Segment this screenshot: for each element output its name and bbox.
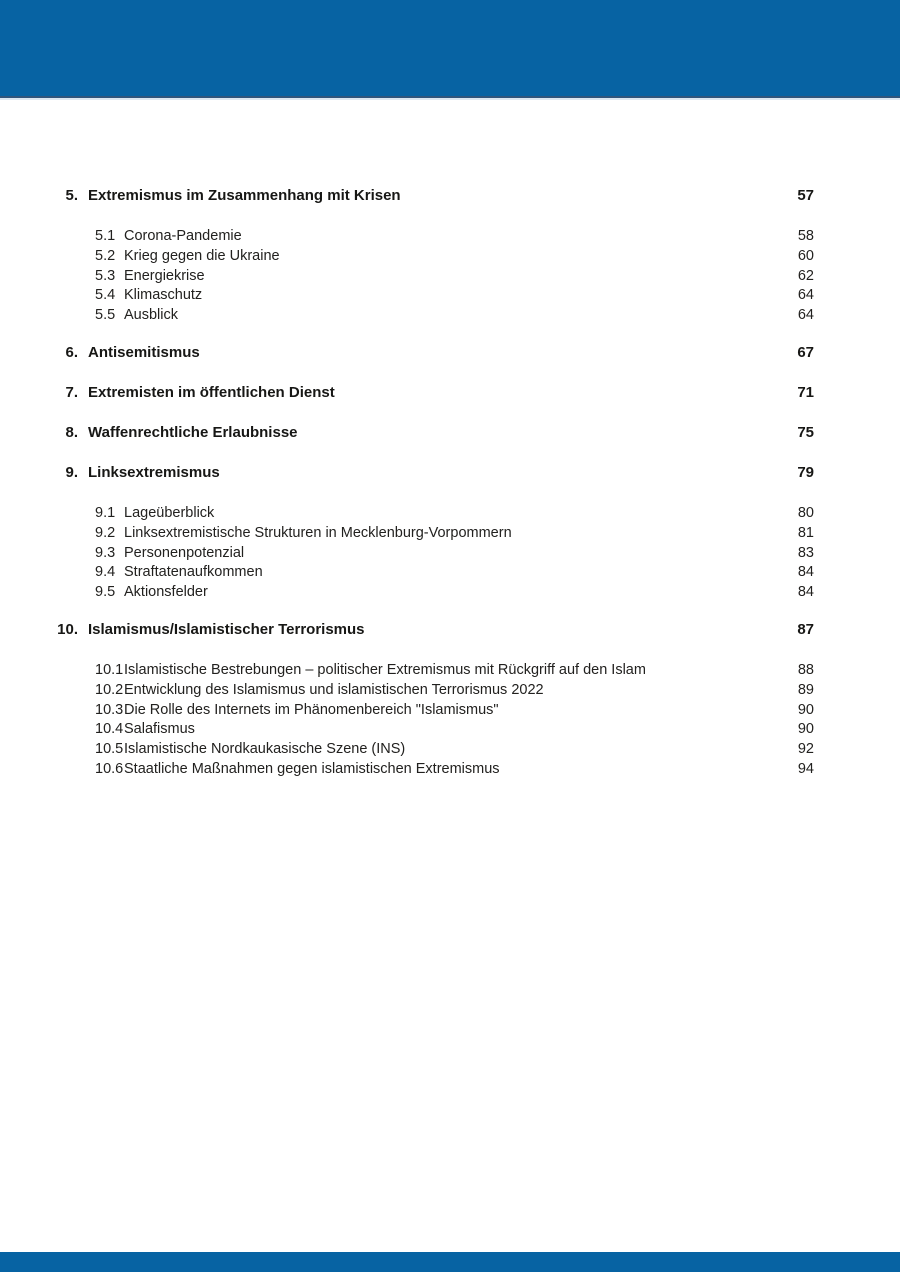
toc-section-number: 7. xyxy=(65,383,78,401)
toc-section-page: 79 xyxy=(797,463,814,481)
toc-subsection-title: Die Rolle des Internets im Phänomenbereich "Islamismus" xyxy=(124,701,499,718)
toc-subsection-title: Personenpotenzial xyxy=(124,544,245,561)
toc-subsection-number: 5.1 xyxy=(95,228,116,244)
toc-subsection-page: 88 xyxy=(797,661,814,678)
toc-subsection-row[interactable] xyxy=(0,504,900,524)
toc-subsection-title: Ausblick xyxy=(124,307,178,324)
toc-subsection-row[interactable] xyxy=(0,701,900,721)
toc-subsection-page: 60 xyxy=(797,247,814,264)
toc-subsection-title: Straftatenaufkommen xyxy=(124,564,263,581)
toc-subsection-row[interactable] xyxy=(0,681,900,701)
toc-subsection-title: Islamistische Bestrebungen – politischer Extremismus mit Rückgriff auf den Islam xyxy=(124,661,646,678)
toc-section-number: 9. xyxy=(65,463,78,481)
toc-subsection-title: Corona-Pandemie xyxy=(124,228,242,244)
toc-section-row[interactable] xyxy=(0,621,900,638)
toc-subsection-title: Krieg gegen die Ukraine xyxy=(124,247,280,264)
toc-subsection-number: 5.3 xyxy=(95,267,116,284)
toc-subsection-page: 81 xyxy=(797,524,814,541)
toc-section-row[interactable] xyxy=(0,187,900,204)
toc-subsection-block xyxy=(0,661,900,780)
toc-subsection-number: 5.4 xyxy=(95,287,116,304)
toc-subsection-page: 58 xyxy=(797,228,814,244)
toc-subsection-page: 92 xyxy=(797,741,814,758)
toc-subsection-row[interactable] xyxy=(0,563,900,583)
toc-section-page: 75 xyxy=(797,423,814,441)
toc-subsection-page: 64 xyxy=(797,287,814,304)
toc-subsection-row[interactable] xyxy=(0,524,900,544)
header-band xyxy=(0,0,900,98)
toc-subsection-row[interactable] xyxy=(0,544,900,564)
toc-subsection-page: 80 xyxy=(797,504,814,521)
table-of-contents xyxy=(0,187,900,780)
toc-subsection-number: 10.3 xyxy=(95,701,124,718)
toc-subsection-number: 10.4 xyxy=(95,721,124,738)
toc-subsection-page: 94 xyxy=(797,760,814,777)
toc-subsection-row[interactable] xyxy=(0,740,900,760)
toc-subsection-number: 9.1 xyxy=(95,504,116,521)
toc-section-page: 71 xyxy=(797,383,814,401)
toc-subsection-row[interactable] xyxy=(0,583,900,603)
toc-subsection-page: 83 xyxy=(797,544,814,561)
toc-subsection-number: 9.3 xyxy=(95,544,116,561)
toc-subsection-number: 10.6 xyxy=(95,760,124,777)
toc-subsection-page: 90 xyxy=(797,701,814,718)
toc-subsection-number: 10.5 xyxy=(95,741,124,758)
toc-section-number: 10. xyxy=(57,620,78,638)
toc-section-page: 57 xyxy=(797,187,814,204)
toc-section-title: Islamismus/Islamistischer Terrorismus xyxy=(88,620,365,638)
toc-subsection-number: 9.4 xyxy=(95,564,116,581)
toc-section-page: 67 xyxy=(797,343,814,361)
toc-subsection-title: Entwicklung des Islamismus und islamistischen Terrorismus 2022 xyxy=(124,681,544,698)
toc-subsection-row[interactable] xyxy=(0,247,900,267)
toc-subsection-number: 9.5 xyxy=(95,584,116,601)
toc-subsection-title: Linksextremistische Strukturen in Mecklenburg-Vorpommern xyxy=(124,524,512,541)
toc-subsection-number: 10.2 xyxy=(95,681,124,698)
toc-subsection-number: 10.1 xyxy=(95,661,124,678)
toc-subsection-row[interactable] xyxy=(0,661,900,681)
toc-subsection-number: 9.2 xyxy=(95,524,116,541)
toc-section-title: Waffenrechtliche Erlaubnisse xyxy=(88,423,298,441)
toc-subsection-number: 5.5 xyxy=(95,307,116,324)
toc-subsection-title: Lageüberblick xyxy=(124,504,215,521)
toc-subsection-row[interactable] xyxy=(0,286,900,306)
toc-subsection-title: Klimaschutz xyxy=(124,287,203,304)
toc-subsection-block xyxy=(0,227,900,326)
toc-subsection-title: Energiekrise xyxy=(124,267,205,284)
toc-section-number: 6. xyxy=(65,343,78,361)
toc-subsection-row[interactable] xyxy=(0,227,900,247)
toc-subsection-row[interactable] xyxy=(0,720,900,740)
toc-subsection-title: Aktionsfelder xyxy=(124,584,208,601)
toc-section-row[interactable] xyxy=(0,384,900,401)
toc-subsection-page: 62 xyxy=(797,267,814,284)
toc-section-row[interactable] xyxy=(0,424,900,441)
toc-section-number: 8. xyxy=(65,423,78,441)
toc-subsection-page: 90 xyxy=(797,721,814,738)
toc-section-row[interactable] xyxy=(0,464,900,481)
toc-section-title: Antisemitismus xyxy=(88,343,200,361)
toc-subsection-row[interactable] xyxy=(0,760,900,780)
toc-subsection-page: 64 xyxy=(797,307,814,324)
toc-subsection-title: Islamistische Nordkaukasische Szene (INS) xyxy=(124,741,406,758)
toc-section-page: 87 xyxy=(797,620,814,638)
toc-section-number: 5. xyxy=(65,187,78,204)
footer-band xyxy=(0,1252,900,1272)
toc-subsection-page: 84 xyxy=(797,584,814,601)
toc-section-title: Linksextremismus xyxy=(88,463,220,481)
toc-subsection-page: 84 xyxy=(797,564,814,581)
toc-section-row[interactable] xyxy=(0,344,900,361)
toc-subsection-row[interactable] xyxy=(0,306,900,326)
toc-subsection-number: 5.2 xyxy=(95,247,116,264)
toc-subsection-page: 89 xyxy=(797,681,814,698)
toc-subsection-title: Salafismus xyxy=(124,721,195,738)
toc-section-title: Extremisten im öffentlichen Dienst xyxy=(88,383,335,401)
toc-subsection-title: Staatliche Maßnahmen gegen islamistischen Extremismus xyxy=(124,760,500,777)
toc-subsection-block xyxy=(0,504,900,603)
toc-section-title: Extremismus im Zusammenhang mit Krisen xyxy=(88,187,401,204)
toc-subsection-row[interactable] xyxy=(0,267,900,287)
